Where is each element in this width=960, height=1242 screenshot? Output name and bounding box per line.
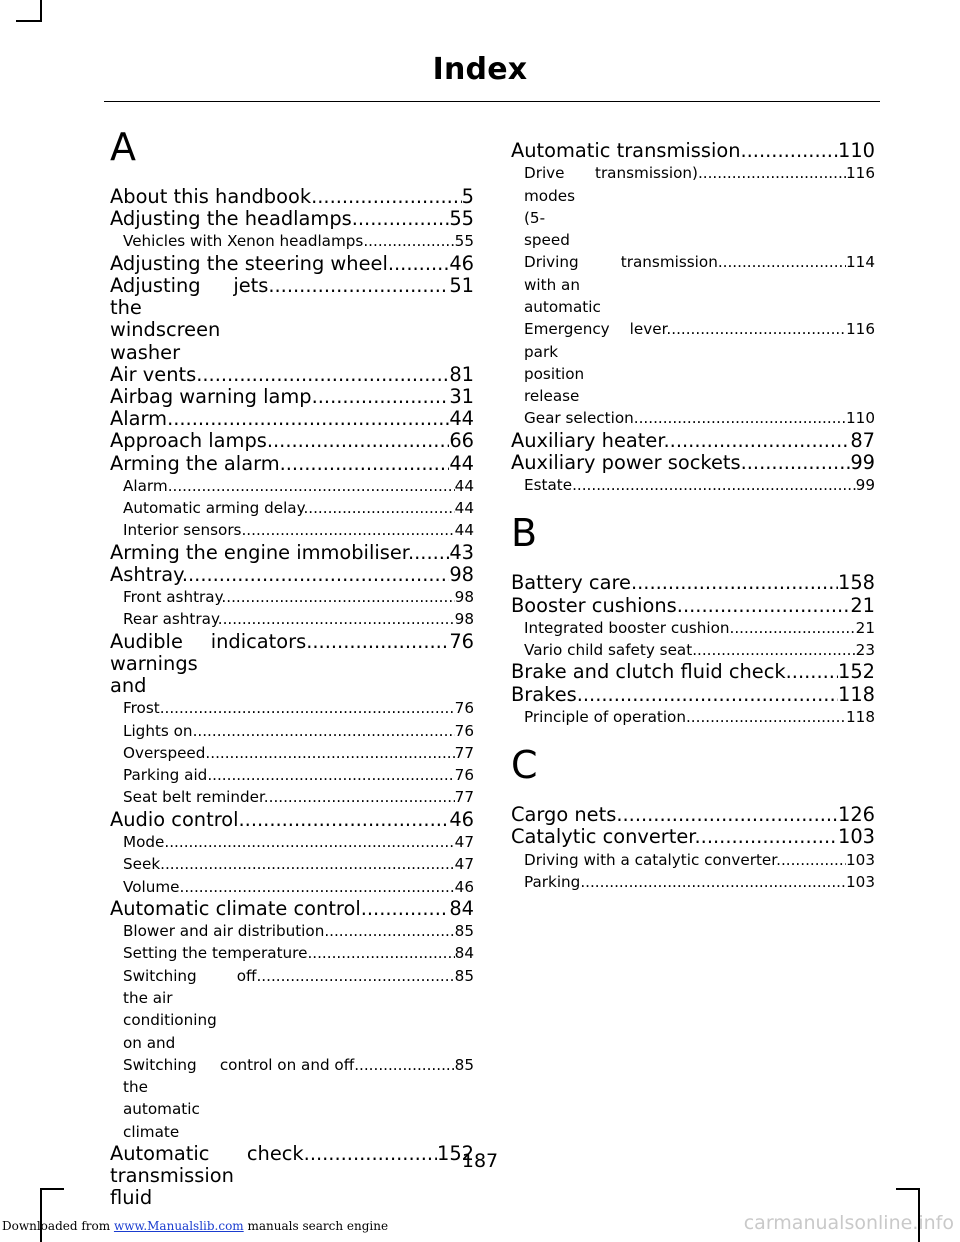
entry-page-number: 66 <box>449 430 474 453</box>
index-entry <box>110 364 474 386</box>
entry-page-number: 85 <box>454 1055 474 1074</box>
index-subentry <box>110 475 474 497</box>
entry-page-number: 76 <box>454 766 474 785</box>
entry-page-number: 44 <box>449 452 474 475</box>
index-subentry <box>110 853 474 875</box>
entry-text: Airbag warning lamp ..... <box>110 386 449 408</box>
index-column-left <box>110 125 474 1210</box>
entry-text: Lights on ..... <box>123 720 455 742</box>
entry-page-number: 5 <box>461 186 474 208</box>
index-entry <box>110 631 474 698</box>
index-subentry <box>511 849 875 871</box>
entry-text: Auxiliary heater ..... <box>511 430 850 452</box>
entry-page-number: 43 <box>449 541 474 564</box>
entry-text: Parking aid ..... <box>123 764 455 786</box>
index-subentry <box>110 720 474 742</box>
entry-continuation-text: jets ..... <box>233 275 449 297</box>
entry-text: Principle of operation ..... <box>524 706 846 728</box>
footer-suffix: manuals search engine <box>243 1219 389 1233</box>
entry-page-number: 46 <box>449 252 474 275</box>
entry-page-number: 118 <box>846 707 875 726</box>
entry-page-number: 21 <box>850 594 875 617</box>
index-subentry <box>511 706 875 728</box>
watermark: carmanualsonline.info <box>743 1212 954 1234</box>
index-entry <box>110 186 474 208</box>
title-divider <box>104 101 880 102</box>
index-entry <box>110 208 474 230</box>
page-title: Index <box>432 52 528 87</box>
entry-page-number: 77 <box>454 788 474 807</box>
entry-page-number: 44 <box>454 499 474 518</box>
entry-text: Rear ashtray ..... <box>123 608 455 630</box>
entry-page-number: 85 <box>454 966 474 985</box>
index-column-right <box>511 128 875 893</box>
index-subentry <box>110 230 474 252</box>
entry-page-number: 46 <box>454 877 474 896</box>
entry-text: Adjusting the windscreen washer <box>110 274 221 364</box>
entry-continuation <box>220 275 474 297</box>
entry-page-number: 76 <box>454 721 474 740</box>
entry-text: Volume ..... <box>123 876 455 898</box>
entry-text: Cargo nets ..... <box>511 804 838 826</box>
index-entry <box>110 408 474 430</box>
entry-page-number: 77 <box>454 743 474 762</box>
entry-text: Front ashtray ..... <box>123 586 455 608</box>
entry-page-number: 84 <box>454 944 474 963</box>
footer-prefix: Downloaded from <box>2 1219 114 1233</box>
entry-text: Arming the engine immobiliser ..... <box>110 542 449 564</box>
crop-mark-top-left <box>40 0 42 22</box>
index-entry <box>110 453 474 475</box>
entry-page-number: 99 <box>855 476 875 495</box>
entry-text: Drive modes (5-speed <box>524 164 575 250</box>
index-subentry <box>511 639 875 661</box>
entry-page-number: 85 <box>454 922 474 941</box>
index-entry <box>110 275 474 364</box>
entry-text: Frost ..... <box>123 697 455 719</box>
entry-text: Auxiliary power sockets ..... <box>511 452 850 474</box>
entry-page-number: 87 <box>850 429 875 452</box>
index-entry <box>110 809 474 831</box>
entry-text: Catalytic converter ..... <box>511 826 838 848</box>
entry-text: Booster cushions ..... <box>511 595 850 617</box>
crop-mark-bottom-right-h <box>896 1188 920 1190</box>
entry-page-number: 103 <box>837 826 875 849</box>
entry-page-number: 114 <box>846 253 875 272</box>
index-entry <box>511 804 875 826</box>
entry-text: Adjusting the steering wheel ..... <box>110 253 449 275</box>
entry-text: Alarm ..... <box>123 475 455 497</box>
section-letter: B <box>511 511 538 556</box>
entry-page-number: 126 <box>837 804 875 827</box>
index-subentry <box>110 965 474 1054</box>
entry-page-number: 116 <box>846 320 875 339</box>
entry-text: Automatic transmission ..... <box>511 140 838 162</box>
manualslib-link[interactable]: www.Manualslib.com <box>113 1219 244 1233</box>
index-entry <box>110 430 474 452</box>
page-number: 187 <box>461 1150 499 1172</box>
index-subentry <box>110 920 474 942</box>
entry-page-number: 118 <box>837 683 875 706</box>
entry-text: Switching the automatic climate <box>123 1055 200 1141</box>
index-subentry <box>511 474 875 496</box>
entry-page-number: 44 <box>449 408 474 431</box>
entry-continuation-text: transmission) ..... <box>595 162 846 184</box>
entry-text: Setting the temperature ..... <box>123 942 455 964</box>
entry-page-number: 47 <box>454 855 474 874</box>
entry-continuation <box>198 631 474 653</box>
entry-page-number: 98 <box>454 588 474 607</box>
entry-page-number: 116 <box>846 164 875 183</box>
entry-text: Vario child safety seat ..... <box>524 639 856 661</box>
entry-text: Driving with an automatic <box>524 253 601 316</box>
entry-text: Blower and air distribution ..... <box>123 920 455 942</box>
index-subentry <box>110 608 474 630</box>
entry-page-number: 103 <box>846 850 875 869</box>
entry-page-number: 46 <box>449 808 474 831</box>
entry-text: Gear selection ..... <box>524 407 846 429</box>
entry-page-number: 76 <box>449 630 474 653</box>
entry-text: Mode ..... <box>123 831 455 853</box>
index-subentry <box>511 407 875 429</box>
index-subentry <box>110 831 474 853</box>
entry-text: Integrated booster cushion ..... <box>524 617 856 639</box>
entry-page-number: 99 <box>850 451 875 474</box>
crop-mark-bottom-left <box>40 1188 42 1242</box>
entry-text: Ashtray ..... <box>110 564 449 586</box>
entry-text: Seat belt reminder ..... <box>123 786 455 808</box>
entry-text: Adjusting the headlamps ..... <box>110 208 449 230</box>
entry-page-number: 44 <box>454 476 474 495</box>
entry-page-number: 76 <box>454 699 474 718</box>
entry-continuation-text: check ..... <box>247 1143 437 1165</box>
entry-text: Automatic climate control ..... <box>110 898 449 920</box>
entry-text: Interior sensors ..... <box>123 519 455 541</box>
entry-text: Vehicles with Xenon headlamps ..... <box>123 230 455 252</box>
entry-page-number: 21 <box>855 618 875 637</box>
index-subentry <box>511 162 875 251</box>
entry-continuation-text: indicators ..... <box>211 631 450 653</box>
index-subentry <box>110 697 474 719</box>
entry-text: Emergency park position release <box>524 320 610 406</box>
index-entry <box>511 595 875 617</box>
download-footer <box>2 1219 388 1233</box>
entry-text: Brakes ..... <box>511 684 838 706</box>
entry-continuation-text: off ..... <box>237 965 455 987</box>
index-entry <box>511 430 875 452</box>
entry-continuation-text: transmission ..... <box>621 251 846 273</box>
entry-page-number: 98 <box>449 563 474 586</box>
section-letter: A <box>110 125 136 169</box>
entry-text: Audio control ..... <box>110 809 449 831</box>
entry-page-number: 158 <box>837 572 875 595</box>
entry-text: Estate ..... <box>524 474 856 496</box>
entry-continuation-text: lever ..... <box>630 318 846 340</box>
crop-mark-bottom-left-h <box>40 1188 64 1190</box>
entry-continuation <box>575 162 875 184</box>
index-entry <box>511 684 875 706</box>
entry-text: About this handbook ..... <box>110 186 462 208</box>
index-subentry <box>110 497 474 519</box>
index-subentry <box>110 519 474 541</box>
entry-continuation <box>610 318 875 340</box>
entry-continuation <box>601 251 875 273</box>
index-subentry <box>110 1054 474 1143</box>
entry-text: Automatic arming delay ..... <box>123 497 455 519</box>
entry-page-number: 44 <box>454 521 474 540</box>
entry-continuation-text: control on and off ..... <box>220 1054 455 1076</box>
entry-text: Parking ..... <box>524 871 846 893</box>
index-subentry <box>110 876 474 898</box>
index-entry <box>511 661 875 683</box>
entry-page-number: 152 <box>436 1142 474 1165</box>
entry-page-number: 81 <box>449 363 474 386</box>
index-entry <box>511 452 875 474</box>
index-entry <box>511 140 875 162</box>
index-subentry <box>511 318 875 407</box>
entry-text: Brake and clutch fluid check ..... <box>511 661 838 683</box>
entry-page-number: 55 <box>449 208 474 231</box>
entry-page-number: 55 <box>454 232 474 251</box>
entry-text: Seek ..... <box>123 853 455 875</box>
index-subentry <box>511 251 875 318</box>
index-subentry <box>511 617 875 639</box>
entry-continuation <box>217 965 474 987</box>
index-entry <box>110 253 474 275</box>
entry-text: Overspeed ..... <box>123 742 455 764</box>
entry-text: Audible warnings and <box>110 630 198 698</box>
index-subentry <box>110 764 474 786</box>
entry-text: Switching the air conditioning on and <box>123 966 217 1052</box>
crop-mark-top-left-h <box>16 20 42 22</box>
entry-page-number: 23 <box>855 641 875 660</box>
index-entry <box>110 564 474 586</box>
index-subentry <box>110 586 474 608</box>
entry-page-number: 110 <box>837 140 875 162</box>
entry-page-number: 152 <box>837 661 875 684</box>
index-entry <box>110 386 474 408</box>
index-entry <box>511 826 875 848</box>
entry-page-number: 110 <box>846 409 875 428</box>
entry-text: Battery care ..... <box>511 572 838 594</box>
index-subentry <box>110 942 474 964</box>
index-entry <box>110 542 474 564</box>
section-letter: C <box>511 743 538 788</box>
index-entry <box>110 898 474 920</box>
index-entry <box>511 572 875 594</box>
index-subentry <box>110 742 474 764</box>
entry-text: Automatic transmission fluid <box>110 1142 234 1210</box>
entry-text: Alarm ..... <box>110 408 449 430</box>
entry-page-number: 47 <box>454 832 474 851</box>
entry-page-number: 98 <box>454 610 474 629</box>
entry-continuation <box>200 1054 474 1076</box>
entry-page-number: 84 <box>449 897 474 920</box>
entry-page-number: 51 <box>449 274 474 297</box>
entry-page-number: 103 <box>846 872 875 891</box>
index-subentry <box>511 871 875 893</box>
entry-text: Arming the alarm ..... <box>110 453 449 475</box>
index-subentry <box>110 786 474 808</box>
entry-page-number: 31 <box>449 385 474 408</box>
entry-text: Driving with a catalytic converter ..... <box>524 849 846 871</box>
entry-text: Approach lamps ..... <box>110 430 449 452</box>
entry-text: Air vents ..... <box>110 364 449 386</box>
